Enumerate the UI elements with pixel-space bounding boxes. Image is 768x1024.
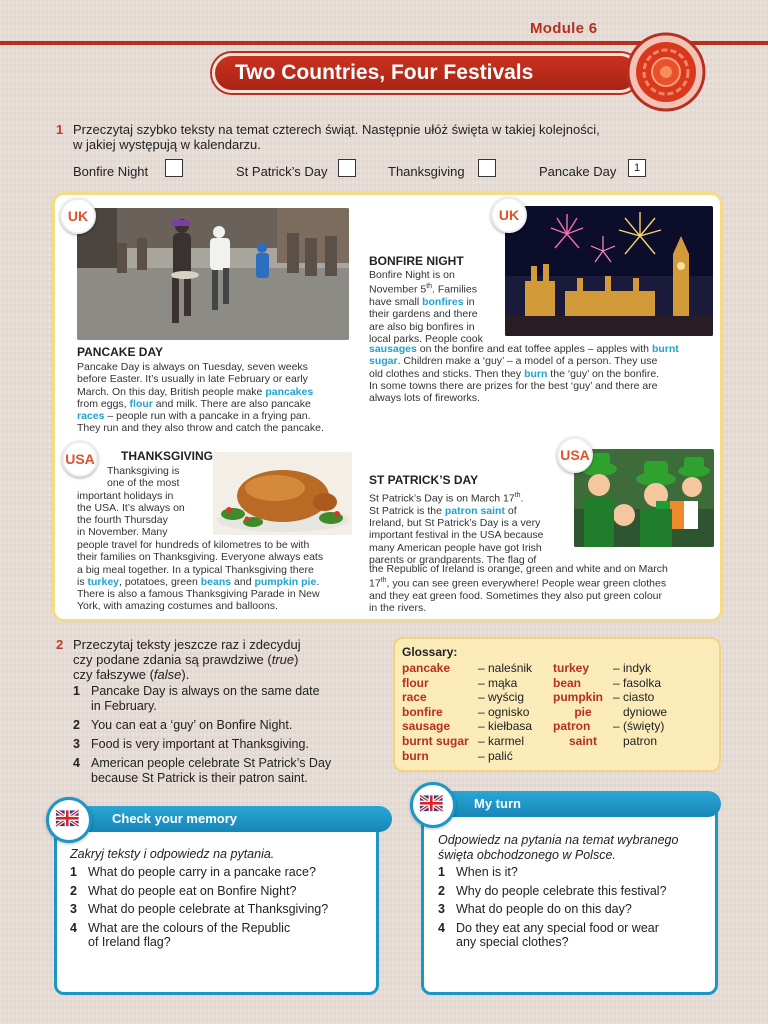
text-line: 17th, you can see green everywhere! People wear green clothes	[369, 577, 667, 590]
text-line: is turkey, potatoes, green beans and pumpkin pie.	[77, 575, 320, 588]
text-line: parents or grandparents. The flag of	[369, 553, 537, 566]
glossary-entry	[553, 734, 713, 749]
text-line: the Republic of Ireland is orange, green and white and on March	[369, 563, 668, 575]
glossary-definition: dyniowe	[623, 704, 668, 719]
glossary-definition: – naleśnik	[478, 661, 533, 675]
glossary-entry	[402, 690, 552, 705]
list-item-line: You can eat a ‘guy’ on Bonfire Night.	[91, 718, 293, 732]
glossary-definition: – mąka	[478, 675, 518, 690]
list-item-number: 4	[73, 756, 80, 770]
text-line: In some towns there are prizes for the best ‘guy’ and there are	[369, 379, 658, 392]
country-badge-uk: UK	[60, 198, 96, 234]
pancake-heading: PANCAKE DAY	[77, 345, 164, 359]
text-line: sugar. Children make a ‘guy’ – a model of a person. They use	[369, 355, 658, 368]
glossary-definition: – fasolka	[613, 675, 662, 690]
list-item-text	[88, 884, 296, 899]
text-line: Thanksgiving is	[107, 465, 180, 477]
list-item-line: What do people do on this day?	[456, 902, 632, 916]
text-line: before Easter. It’s usually in late February or early	[77, 373, 308, 386]
list-item	[73, 718, 373, 733]
list-item	[70, 921, 370, 950]
thanksgiving-text-narrow	[77, 465, 212, 539]
list-item-text	[91, 737, 309, 752]
list-item-number: 4	[70, 920, 77, 935]
text-line: races – people run with a pancake in a frying pan.	[77, 410, 311, 423]
list-item-text	[456, 884, 667, 899]
list-item-line: any special clothes?	[456, 935, 569, 949]
vocab-highlight: pancakes	[265, 385, 314, 398]
pancake-text	[77, 361, 352, 435]
list-item	[73, 684, 373, 714]
glossary-entry	[553, 690, 713, 705]
glossary-entry	[402, 661, 552, 676]
text-line: from eggs, flour and milk. There are also pancake	[77, 397, 311, 410]
list-item	[438, 865, 718, 880]
st-patricks-crowd-photo	[574, 449, 714, 547]
myturn-instruction	[438, 833, 713, 863]
country-badge-usa: USA	[62, 441, 98, 477]
thanksgiving-heading: THANKSGIVING	[121, 449, 214, 463]
glossary-definition: – karmel	[478, 733, 525, 748]
italic-word: false	[153, 667, 182, 682]
glossary-entry	[402, 734, 552, 749]
list-item	[70, 865, 370, 880]
vocab-highlight: pumpkin pie	[254, 575, 317, 588]
glossary-definition: – palić	[478, 748, 513, 763]
glossary-term: burn	[402, 748, 429, 763]
order-box-thanksgiving[interactable]	[478, 159, 496, 177]
bonfire-text-wide	[369, 343, 714, 404]
list-item-line: What do people celebrate at Thanksgiving?	[88, 902, 329, 916]
list-item-line: Pancake Day is always on the same date	[91, 684, 320, 698]
vocab-highlight: sausages	[369, 343, 417, 355]
list-item-text	[88, 921, 290, 950]
vocab-highlight: bonfires	[422, 296, 464, 309]
myturn-instruction-line: Odpowiedz na pytania na temat wybranego	[438, 833, 679, 847]
glossary-definition: – indyk	[613, 661, 652, 675]
list-item-text	[456, 921, 659, 950]
glossary-left-column	[402, 661, 552, 763]
list-item-number: 3	[70, 902, 77, 916]
list-item-line: What do people carry in a pancake race?	[88, 865, 316, 879]
list-item-number: 2	[70, 883, 77, 898]
glossary-title: Glossary:	[402, 645, 458, 659]
list-item	[70, 902, 370, 917]
list-item-line: What are the colours of the Republic	[88, 920, 291, 935]
glossary-definition: – (święty)	[613, 719, 665, 734]
glossary-term: bonfire	[402, 704, 443, 719]
list-item-number: 2	[73, 718, 80, 732]
task1-number: 1	[56, 122, 64, 137]
stpatrick-text-wide	[369, 563, 714, 615]
target-icon	[626, 32, 706, 112]
order-label-pancake: Pancake Day	[539, 164, 617, 179]
list-item-text	[91, 684, 320, 714]
list-item-text	[88, 902, 328, 917]
text-line: many American people have got Irish	[369, 541, 542, 554]
glossary-term: turkey	[553, 661, 590, 675]
list-item	[70, 884, 370, 899]
text-line: are also big bonfires in	[369, 320, 475, 333]
list-item	[73, 737, 373, 752]
text-line: They run and they also throw and catch the pancake.	[77, 422, 324, 435]
text-line: sausages on the bonfire and eat toffee apples – apples with burnt	[369, 343, 679, 355]
text-line: their gardens and there	[369, 308, 478, 321]
glossary-term: sausage	[402, 719, 451, 734]
text-line: their families on Thanksgiving. Everyone always eats	[77, 551, 324, 564]
glossary-entry	[402, 705, 552, 720]
memory-instruction: Zakryj teksty i odpowiedz na pytania.	[70, 847, 275, 861]
bonfire-heading: BONFIRE NIGHT	[369, 254, 464, 268]
task2-list	[73, 684, 373, 790]
text-line: and they eat green food. Sometimes they also put green colour	[369, 590, 663, 603]
order-box-bonfire[interactable]	[165, 159, 183, 177]
task2-instruction-line: czy fałszywe (false).	[73, 667, 190, 682]
ordinal-suffix: th	[380, 577, 387, 585]
glossary-term: saint	[568, 733, 597, 748]
list-item-line: What do people eat on Bonfire Night?	[88, 883, 297, 898]
glossary-term: pumpkin	[553, 690, 603, 705]
turkey-photo	[213, 452, 352, 535]
glossary-right-column	[553, 661, 713, 749]
check-memory-title: Check your memory	[56, 806, 392, 832]
text-line: old clothes and sticks. Then they burn the ‘guy’ on the bonfire.	[369, 367, 660, 380]
text-line: local parks. People cook	[369, 332, 483, 345]
uk-flag-icon	[410, 782, 456, 828]
order-box-stpatrick[interactable]	[338, 159, 356, 177]
glossary-entry	[553, 676, 713, 691]
list-item-line: in February.	[91, 699, 157, 713]
glossary-definition: – ognisko	[478, 704, 530, 719]
list-item-number: 1	[73, 684, 80, 698]
text-line: in the rivers.	[369, 602, 427, 615]
list-item-line: Do they eat any special food or wear	[456, 920, 659, 935]
text-line: St Patrick is the patron saint of	[369, 504, 517, 517]
vocab-highlight: races	[77, 410, 105, 423]
glossary-entry	[553, 705, 713, 720]
thanksgiving-text-narrow-inner	[77, 465, 212, 539]
country-badge-usa: USA	[557, 437, 593, 473]
task2-number: 2	[56, 637, 64, 652]
page-title: Two Countries, Four Festivals	[212, 53, 640, 93]
list-item-number: 2	[438, 883, 445, 898]
task1-instruction-line: Przeczytaj szybko teksty na temat czterech świąt. Następnie ułóż święta w takiej kolejności,	[73, 122, 600, 137]
list-item-text	[88, 865, 316, 880]
text-line: one of the most	[107, 477, 180, 490]
text-line: Pancake Day is always on Tuesday, seven weeks	[77, 361, 308, 373]
vocab-highlight: flour	[129, 397, 153, 410]
list-item-number: 1	[70, 865, 77, 879]
list-item-text	[456, 902, 632, 917]
text-line: important holidays in	[77, 489, 174, 502]
thanksgiving-text-wide	[77, 539, 352, 613]
text-line: St Patrick’s Day is on March 17th.	[369, 492, 524, 505]
glossary-entry	[402, 676, 552, 691]
task2-instruction-line: czy podane zdania są prawdziwe (true)	[73, 652, 299, 667]
list-item-line: because St Patrick is their patron saint.	[91, 771, 308, 785]
ordinal-suffix: th	[514, 492, 521, 499]
list-item	[438, 902, 718, 917]
fireworks-photo	[505, 206, 713, 336]
glossary-term: bean	[553, 675, 582, 690]
text-line: There is also a famous Thanksgiving Parade in New	[77, 588, 320, 601]
vocab-highlight: burnt	[651, 343, 679, 355]
order-row	[73, 158, 673, 180]
task1-instruction	[73, 122, 693, 152]
task2-instruction-line: Przeczytaj teksty jeszcze raz i zdecyduj	[73, 637, 301, 652]
italic-word: true	[271, 652, 295, 667]
text-line: the USA. It’s always on	[77, 501, 185, 514]
text-line: have small bonfires in	[369, 296, 475, 309]
vocab-highlight: burn	[524, 367, 548, 380]
text-line: November 5th. Families	[369, 283, 477, 296]
task1-instruction-line: w jakiej występują w kalendarzu.	[73, 137, 261, 152]
list-item-line: When is it?	[456, 865, 518, 879]
list-item-line: Why do people celebrate this festival?	[456, 883, 667, 898]
list-item-line: of Ireland flag?	[88, 935, 171, 949]
order-box-pancake[interactable]: 1	[628, 159, 646, 177]
vocab-highlight: patron saint	[444, 504, 505, 517]
list-item-text	[91, 718, 292, 733]
my-turn-title: My turn	[418, 791, 721, 817]
order-label-thanksgiving: Thanksgiving	[388, 164, 465, 179]
list-item-line: American people celebrate St Patrick’s Day	[91, 756, 332, 770]
glossary-entry	[402, 719, 552, 734]
text-line: York, with amazing costumes and balloons.	[77, 600, 278, 613]
text-line: a big meal together. In a typical Thanksgiving there	[77, 563, 314, 576]
list-item-line: Food is very important at Thanksgiving.	[91, 737, 309, 751]
glossary-definition: – wyścig	[478, 690, 525, 705]
glossary-entry	[553, 661, 713, 676]
text-line: important festival in the USA because	[369, 529, 544, 542]
list-item-text	[456, 865, 518, 880]
list-item	[73, 756, 373, 786]
text-line: Ireland, but St Patrick’s Day is a very	[369, 517, 541, 530]
text-line: in November. Many	[77, 526, 168, 539]
pancake-race-photo	[77, 208, 349, 340]
text-line: Bonfire Night is on	[369, 269, 455, 281]
module-label: Module 6	[530, 20, 598, 37]
order-label-bonfire: Bonfire Night	[73, 164, 149, 179]
task2-instruction	[73, 637, 373, 682]
uk-flag-icon	[46, 797, 92, 843]
list-item-number: 3	[73, 737, 80, 751]
vocab-highlight: sugar	[369, 355, 398, 368]
list-item-text	[91, 756, 331, 786]
glossary-entry	[402, 749, 552, 764]
vocab-highlight: turkey	[87, 575, 120, 588]
text-line: the fourth Thursday	[77, 514, 168, 527]
glossary-term: burnt sugar	[402, 733, 469, 748]
glossary-definition: – ciasto	[613, 690, 655, 705]
order-label-stpatrick: St Patrick’s Day	[236, 164, 328, 179]
list-item-number: 1	[438, 865, 445, 879]
list-item	[438, 884, 718, 899]
glossary-term: pancake	[402, 661, 451, 675]
glossary-definition: patron	[623, 733, 658, 748]
text-line: March. On this day, British people make pancakes	[77, 385, 314, 398]
list-item-number: 3	[438, 902, 445, 916]
stpatrick-heading: ST PATRICK’S DAY	[369, 473, 479, 487]
memory-list	[70, 865, 370, 954]
bonfire-text-narrow	[369, 269, 504, 345]
glossary-term: flour	[402, 675, 429, 690]
list-item-number: 4	[438, 920, 445, 935]
glossary-term: patron	[553, 719, 591, 734]
glossary-term: race	[402, 690, 427, 705]
text-line: people travel for hundreds of kilometres to be with	[77, 539, 310, 551]
list-item	[438, 921, 718, 950]
myturn-list	[438, 865, 718, 954]
glossary-entry	[553, 719, 713, 734]
stpatrick-text-narrow	[369, 490, 574, 566]
myturn-instruction-line: święta obchodzonego w Polsce.	[438, 848, 616, 862]
glossary-term: pie	[574, 704, 592, 719]
vocab-highlight: beans	[200, 575, 232, 588]
text-line: always lots of fireworks.	[369, 392, 480, 405]
country-badge-uk: UK	[491, 197, 527, 233]
glossary-definition: – kiełbasa	[478, 719, 533, 734]
ordinal-suffix: th	[426, 283, 433, 291]
